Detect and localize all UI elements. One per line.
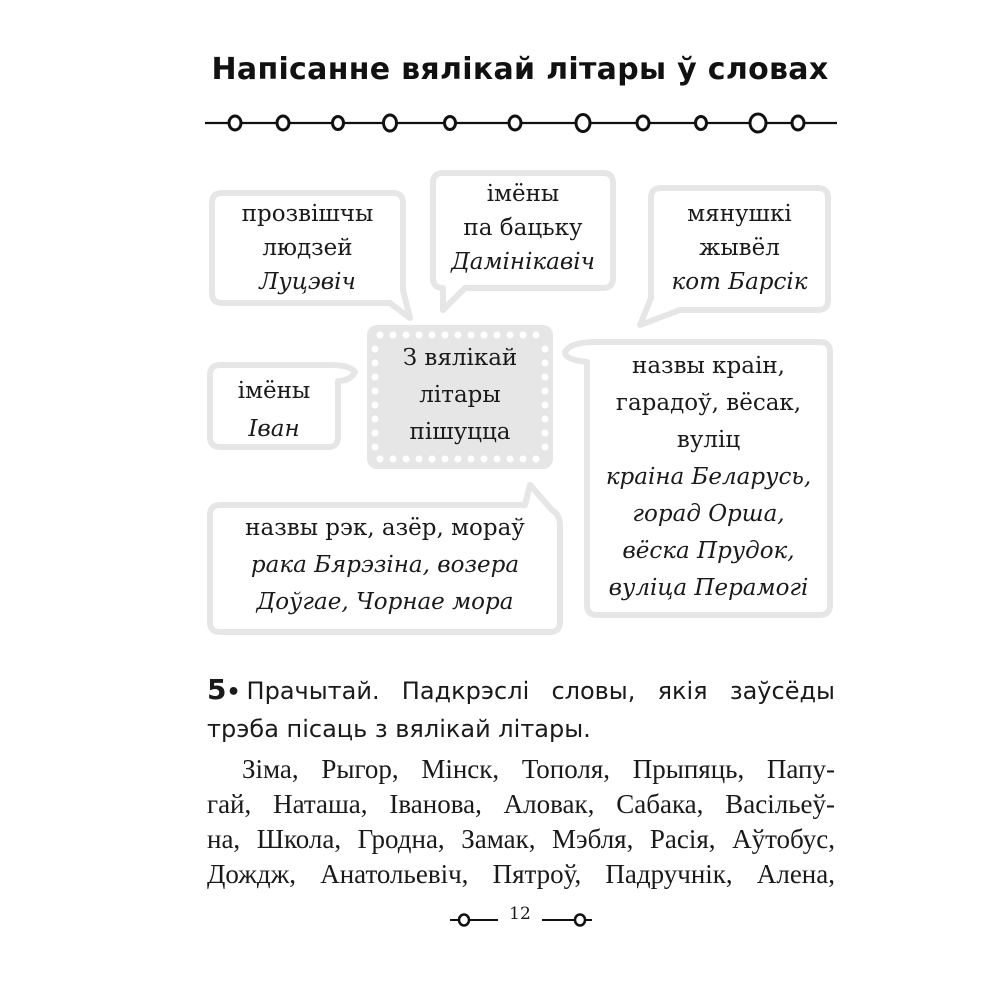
bubble-example: рака Бярэзіна, возера (250, 552, 520, 578)
bubble-example: вуліца Перамогі (608, 575, 809, 601)
center-line: пішуцца (409, 419, 511, 445)
bubble-example: кот Барсік (671, 269, 808, 295)
page-title: Напісанне вялікай літары ў словах (211, 52, 829, 87)
exercise-word-list (207, 752, 835, 892)
page-footer (440, 900, 600, 936)
bubble-water-bodies (210, 510, 560, 621)
bubble-label: імёны (486, 181, 560, 207)
word-line: Дождж, Анатольевіч, Пятроў, Падручнік, Алена, (207, 859, 835, 889)
bubble-surnames (212, 197, 403, 299)
page-number: 12 (509, 904, 531, 924)
exercise-instruction (207, 672, 835, 747)
bubble-label: людзей (262, 235, 353, 261)
bubble-first-names (210, 372, 338, 448)
bubble-example: горад Орша, (632, 501, 785, 527)
bullet-dot-icon: • (226, 680, 241, 705)
bubble-pet-names (651, 197, 828, 299)
bubble-label: вуліц (676, 427, 741, 453)
exercise-number: 5 (207, 673, 227, 706)
bubble-example: Луцэвіч (259, 269, 356, 295)
bubble-example: Іван (248, 416, 300, 442)
bubble-example: Дамінікавіч (451, 249, 595, 275)
bubble-places (587, 348, 830, 607)
word-line: на, Школа, Гродна, Замак, Мэбля, Расія, Аўтобус, (207, 824, 835, 854)
bubble-label: імёны (237, 378, 311, 404)
center-line: літары (419, 382, 501, 408)
instruction-line: Прачытай. Падкрэслі словы, якія заўсёды (246, 677, 835, 705)
bubble-label: жывёл (699, 235, 780, 261)
bubble-label: назвы краін, (632, 353, 785, 379)
bubble-label: прозвішчы (241, 201, 374, 227)
word-line: гай, Наташа, Іванова, Аловак, Сабака, Васільеў- (207, 789, 835, 819)
bubble-patronymics (433, 177, 613, 279)
bubble-label: гарадоў, вёсак, (615, 390, 802, 416)
bubble-label: назвы рэк, азёр, мораў (245, 515, 525, 541)
bubble-label: па бацьку (463, 215, 583, 241)
bubble-example: вёска Прудок, (622, 538, 795, 564)
center-line: З вялікай (402, 345, 518, 371)
bubble-example: Доўгае, Чорнае мора (256, 589, 514, 615)
center-topic-text (367, 340, 553, 451)
bubble-label: мянушкі (687, 201, 792, 227)
bubble-example: краіна Беларусь, (605, 464, 812, 490)
instruction-line: трэба пісаць з вялікай літары. (207, 715, 591, 743)
word-line: Зіма, Рыгор, Мінск, Тополя, Прыпяць, Папу- (242, 754, 835, 784)
